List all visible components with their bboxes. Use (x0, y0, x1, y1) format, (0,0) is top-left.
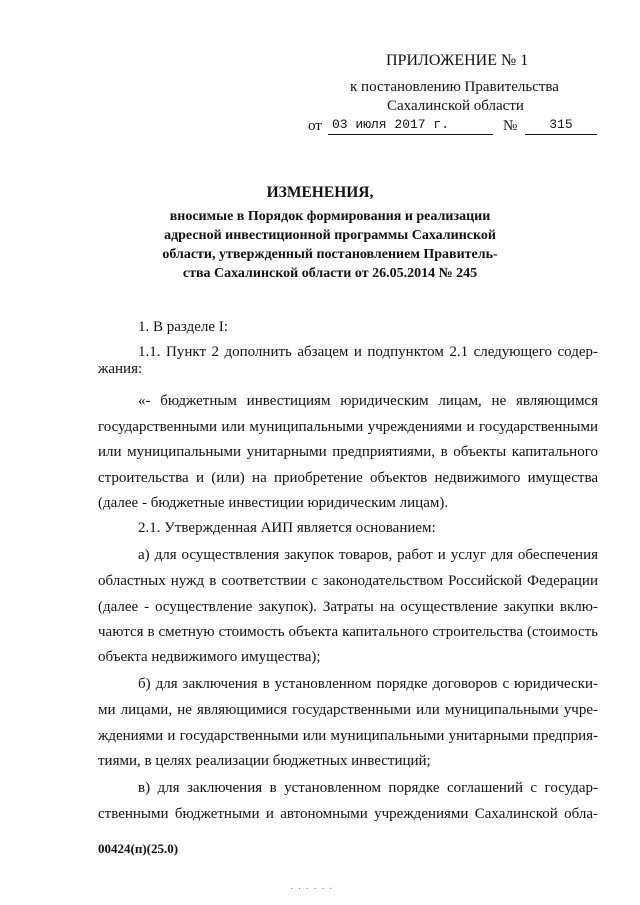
scan-artifact-divider: · · · · · · (290, 884, 334, 895)
section-1-heading: 1. В разделе I: (138, 319, 228, 335)
paragraph-line: в) для заключения в установленном порядке соглашений с государ- (138, 780, 598, 796)
appendix-title: ПРИЛОЖЕНИЕ № 1 (386, 52, 529, 69)
paragraph-line: или муниципальными унитарными предприятиями, в объекты капитального (98, 444, 598, 460)
date-field (328, 117, 493, 135)
paragraph-line: строительства и (или) на приобретение объектов недвижимого имущества (98, 470, 598, 486)
date-value: 03 июля 2017 г. (331, 117, 450, 132)
paragraph-line: объекта недвижимого имущества); (98, 649, 321, 665)
number-value: 315 (549, 117, 573, 132)
date-prefix: от (308, 118, 322, 134)
document-code: 00424(п)(25.0) (98, 841, 179, 856)
number-field (525, 117, 597, 135)
title-subline-2: адресной инвестиционной программы Сахалинской (164, 228, 496, 243)
title-subline-4: ства Сахалинской области от 26.05.2014 № 245 (182, 266, 478, 281)
subsection-2-1: 2.1. Утвержденная АИП является основанием: (138, 520, 436, 536)
document-title: ИЗМЕНЕНИЯ, (266, 184, 374, 201)
paragraph-line: 1.1. Пункт 2 дополнить абзацем и подпунктом 2.1 следующего содер- (138, 344, 598, 360)
paragraph-line: областных нужд в соответствии с законодательством Российской Федерации (98, 573, 598, 589)
resolution-reference: к постановлению Правительства (350, 79, 559, 95)
paragraph-line: тиями, в целях реализации бюджетных инвестиций; (98, 753, 431, 769)
paragraph-line: «- бюджетным инвестициям юридическим лицам, не являющимся (138, 393, 598, 409)
paragraph-line: ственными бюджетными и автономными учреждениями Сахалинской обла- (98, 806, 598, 822)
paragraph-line: (далее - осуществление закупок). Затраты на осуществление закупки вклю- (98, 599, 598, 615)
paragraph-line: а) для осуществления закупок товаров, работ и услуг для обеспечения (138, 547, 598, 563)
paragraph-line: государственными или муниципальными учреждениями и государственными (98, 419, 598, 435)
paragraph-line: чаются в сметную стоимость объекта капитального строительства (стоимость (98, 624, 598, 640)
number-sign: № (503, 118, 518, 134)
paragraph-line: б) для заключения в установленном порядке договоров с юридически- (138, 676, 598, 692)
title-subline-3: области, утвержденный постановлением Правитель- (162, 247, 498, 262)
paragraph-line: жания: (98, 361, 143, 377)
title-subline-1: вносимые в Порядок формирования и реализации (169, 209, 491, 224)
paragraph-line: (далее - бюджетные инвестиции юридическим лицам). (98, 495, 449, 511)
paragraph-line: ждениями и государственными или муниципальными унитарными предприя- (98, 728, 598, 744)
paragraph-line: ми лицами, не являющимися государственными или муниципальными учре- (98, 702, 598, 718)
region-name: Сахалинской области (387, 98, 524, 114)
